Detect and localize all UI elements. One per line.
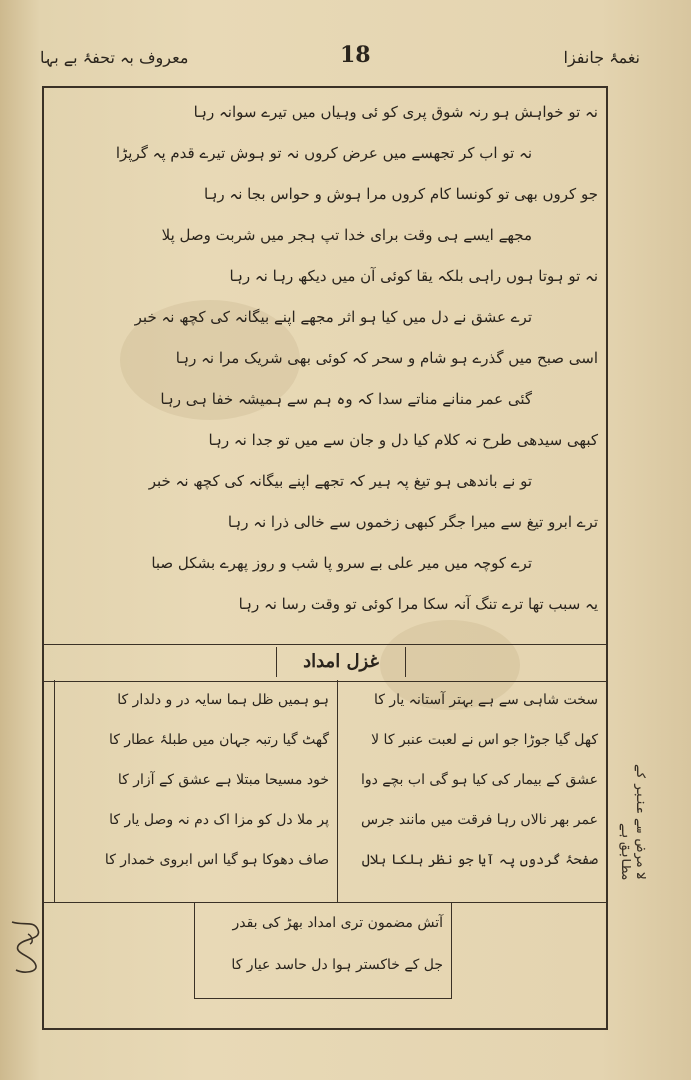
misra-line: عمر بھر نالاں رہا فرقت میں مانند جرس — [361, 812, 598, 828]
section-title-row — [44, 644, 606, 682]
margin-note: لا مرض سے عنبر کے مطابق ہے — [618, 764, 648, 880]
verse-line: تو نے باندھی ہو تیغ پہ ہیر کہ تجھے اپنے بیگانہ کی کچھ نہ خبر — [148, 472, 532, 490]
verse-line: ترے عشق نے دل میں کیا ہو اثر مجھے اپنے بیگانہ کی کچھ نہ خبر — [134, 308, 532, 326]
verse-line: یہ سبب تھا ترے تنگ آنہ سکا مرا کوئی تو وقت رسا نہ رہا — [238, 595, 598, 613]
final-couplet-line: جل کے خاکستر ہوا دل حاسد عیار کا — [231, 957, 443, 973]
misra-line: سخت شاہی سے ہے بہتر آستانہ یار کا — [374, 692, 598, 708]
verse-line: نہ تو اب کر تجھسے میں عرض کروں نہ تو ہوش تیرے قدم پہ گرپڑا — [115, 144, 532, 162]
verse-line: ترے کوچہ میں میر علی بے سرو پا شب و روز پھرے بشکل صبا — [151, 554, 532, 572]
page-number: 18 — [340, 42, 371, 68]
verse-line: ترے ابرو تیغ سے میرا جگر کبھی زخموں سے خالی ذرا نہ رہا — [227, 513, 598, 531]
misra-line: خود مسیحا مبتلا ہے عشق کے آزار کا — [117, 772, 329, 788]
verse-line: مجھے ایسے ہی وقت برای خدا تپ ہجر میں شربت وصل پلا — [161, 226, 532, 244]
verse-line: اسی صبح میں گذرے ہو شام و سحر کہ کوئی بھی شریک مرا نہ رہا — [175, 349, 598, 367]
final-couplet-line: آتش مضمون تری امداد بھڑ کی بقدر — [232, 915, 443, 931]
verse-line: کبھی سیدھی طرح نہ کلام کیا دل و جان سے میں تو جدا نہ رہا — [208, 431, 598, 449]
misra-line: گھٹ گیا رتبہ جہان میں طبلۂ عطار کا — [108, 732, 329, 748]
misra-line: ہو ہمیں ظل ہما سایہ در و دلدار کا — [117, 692, 329, 708]
verse-line: گئی عمر منانے مناتے سدا کہ وہ ہم سے ہمیشہ خفا ہی رہا — [160, 390, 532, 408]
misra-line: پر ملا دل کو مزا اک دم نہ وصل یار کا — [109, 812, 329, 828]
verse-line: نہ تو خواہش ہو رنہ شوق پری کو ئی وہیاں میں تیرے سوانہ رہا — [193, 103, 598, 121]
misra-line: صفحۂ گردوں پہ آیا جو نظر ہلکا ہلال — [361, 852, 598, 868]
misra-line: صاف دھوکا ہو گیا اس ابروی خمدار کا — [104, 852, 329, 868]
text-frame — [42, 86, 608, 1030]
ghazal-columns — [44, 680, 606, 903]
ghazal-left-column — [54, 680, 338, 902]
verse-block — [50, 92, 602, 625]
signature-mark — [4, 916, 48, 976]
ghazal-right-column — [356, 680, 606, 902]
header-left-title: معروف بہ تحفۂ بے بہا — [40, 48, 189, 67]
misra-line: عشق کے بیمار کی کیا ہو گی اب بچے دوا — [360, 772, 598, 788]
verse-line: نہ تو ہوتا ہوں راہی بلکہ یقا کوئی آن میں دیکھ رہا نہ رہا — [229, 267, 598, 285]
final-couplet-box — [194, 902, 452, 999]
header-right-title: نغمۂ جانفزا — [563, 48, 640, 67]
verse-line: جو کروں بھی تو کونسا کام کروں مرا ہوش و حواس بجا نہ رہا — [204, 185, 598, 203]
misra-line: کھل گیا جوڑا جو اس نے لعبت عنبر کا لا — [371, 732, 598, 748]
section-title: غزل امداد — [276, 647, 406, 677]
page-header — [40, 42, 640, 78]
signature-scribble-icon — [4, 916, 48, 976]
